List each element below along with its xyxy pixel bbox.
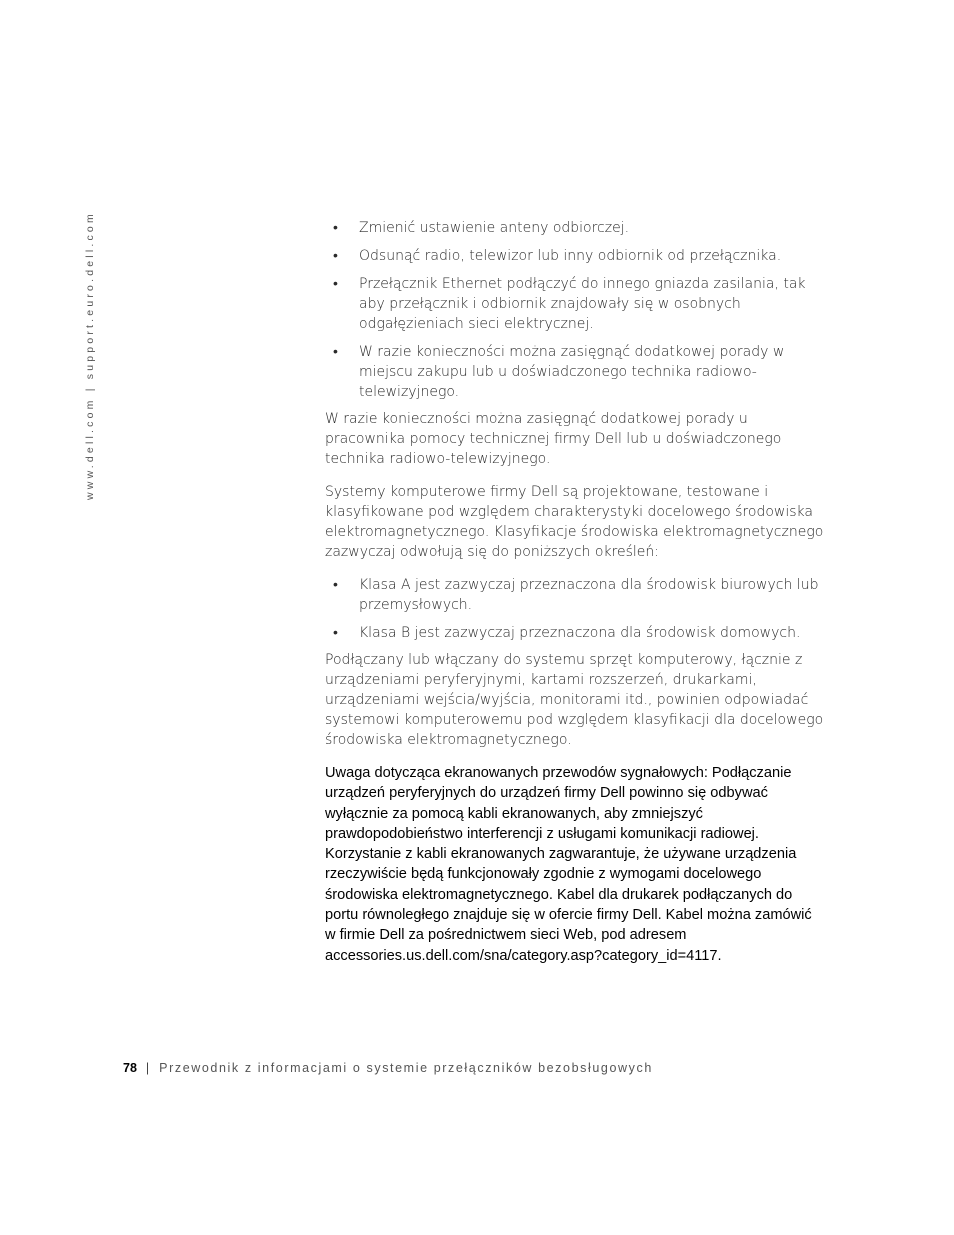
list-item <box>325 575 825 615</box>
bullet-glyph: • <box>333 220 338 236</box>
list-item <box>325 218 825 238</box>
list-item-text: Przełącznik Ethernet podłączyć do innego gniazda zasilania, tak aby przełącznik i odbiornik znajdowały się w osobnych odgałęzieniach sieci elektrycznej. <box>359 276 806 332</box>
list-item-text: W razie konieczności można zasięgnąć dodatkowej porady w miejscu zakupu lub u doświadczonego technika radiowo-telewizyjnego. <box>359 344 785 400</box>
paragraph-support: W razie konieczności można zasięgnąć dodatkowej porady u pracownika pomocy technicznej firmy Dell lub u doświadczonego technika radiowo-telewizyjnego. <box>325 411 782 467</box>
list-item <box>325 623 825 643</box>
paragraph-equipment: Podłączany lub włączany do systemu sprzęt komputerowy, łącznie z urządzeniami peryferyjnymi, kartami rozszerzeń, drukarkami, urządzeniami wejścia/wyjścia, monitorami itd., powinien odpowiadać systemowi komputerowemu pod względem klasyfikacji dla docelowego środowiska elektromagnetycznego. <box>325 652 824 748</box>
footer-title: Przewodnik z informacjami o systemie przełączników bezobsługowych <box>159 1061 653 1075</box>
list-item-text: Klasa B jest zazwyczaj przeznaczona dla środowisk domowych. <box>359 625 801 641</box>
list-item <box>325 274 825 334</box>
paragraph-em-classification: Systemy komputerowe firmy Dell są projektowane, testowane i klasyfikowane pod względem charakterystyki docelowego środowiska elektromagnetycznego. Klasyfikacje środowiska elektromagnetycznego zazwyczaj odwołują się do poniższych określeń: <box>325 484 824 560</box>
bullet-glyph: • <box>333 625 338 641</box>
page-number: 78 <box>123 1061 137 1075</box>
bullet-glyph: • <box>333 577 338 593</box>
page-content <box>325 218 825 979</box>
page-footer <box>123 1061 653 1075</box>
side-url: www.dell.com | support.euro.dell.com <box>84 211 96 500</box>
list-item-text: Zmienić ustawienie anteny odbiorczej. <box>359 220 630 236</box>
list-item-text: Odsunąć radio, telewizor lub inny odbiornik od przełącznika. <box>359 248 782 264</box>
note-shielded-cables: Uwaga dotycząca ekranowanych przewodów sygnałowych: Podłączanie urządzeń peryferyjnych do urządzeń firmy Dell powinno się odbywać wyłącznie za pomocą kabli ekranowanych, aby zmniejszyć prawdopodobieństwo interferencji z usługami komunikacji radiowej. Korzystanie z kabli ekranowanych zagwarantuje, że używane urządzenia rzeczywiście będą funkcjonowały zgodnie z wymogami docelowego środowiska elektromagnetycznego. Kabel dla drukarek podłączanych do portu równoległego znajduje się w ofercie firmy Dell. Kabel można zamówić w firmie Dell za pośrednictwem sieci Web, pod adresem accessories.us.dell.com/sna/category.asp?category_id=4117. <box>325 765 812 964</box>
bullet-list-classes <box>325 575 825 643</box>
list-item <box>325 246 825 266</box>
footer-separator: | <box>145 1061 150 1075</box>
list-item-text: Klasa A jest zazwyczaj przeznaczona dla środowisk biurowych lub przemysłowych. <box>359 577 819 613</box>
bullet-glyph: • <box>333 276 338 292</box>
bullet-glyph: • <box>333 344 338 360</box>
bullet-list-remedies <box>325 218 825 402</box>
list-item <box>325 342 825 402</box>
bullet-glyph: • <box>333 248 338 264</box>
